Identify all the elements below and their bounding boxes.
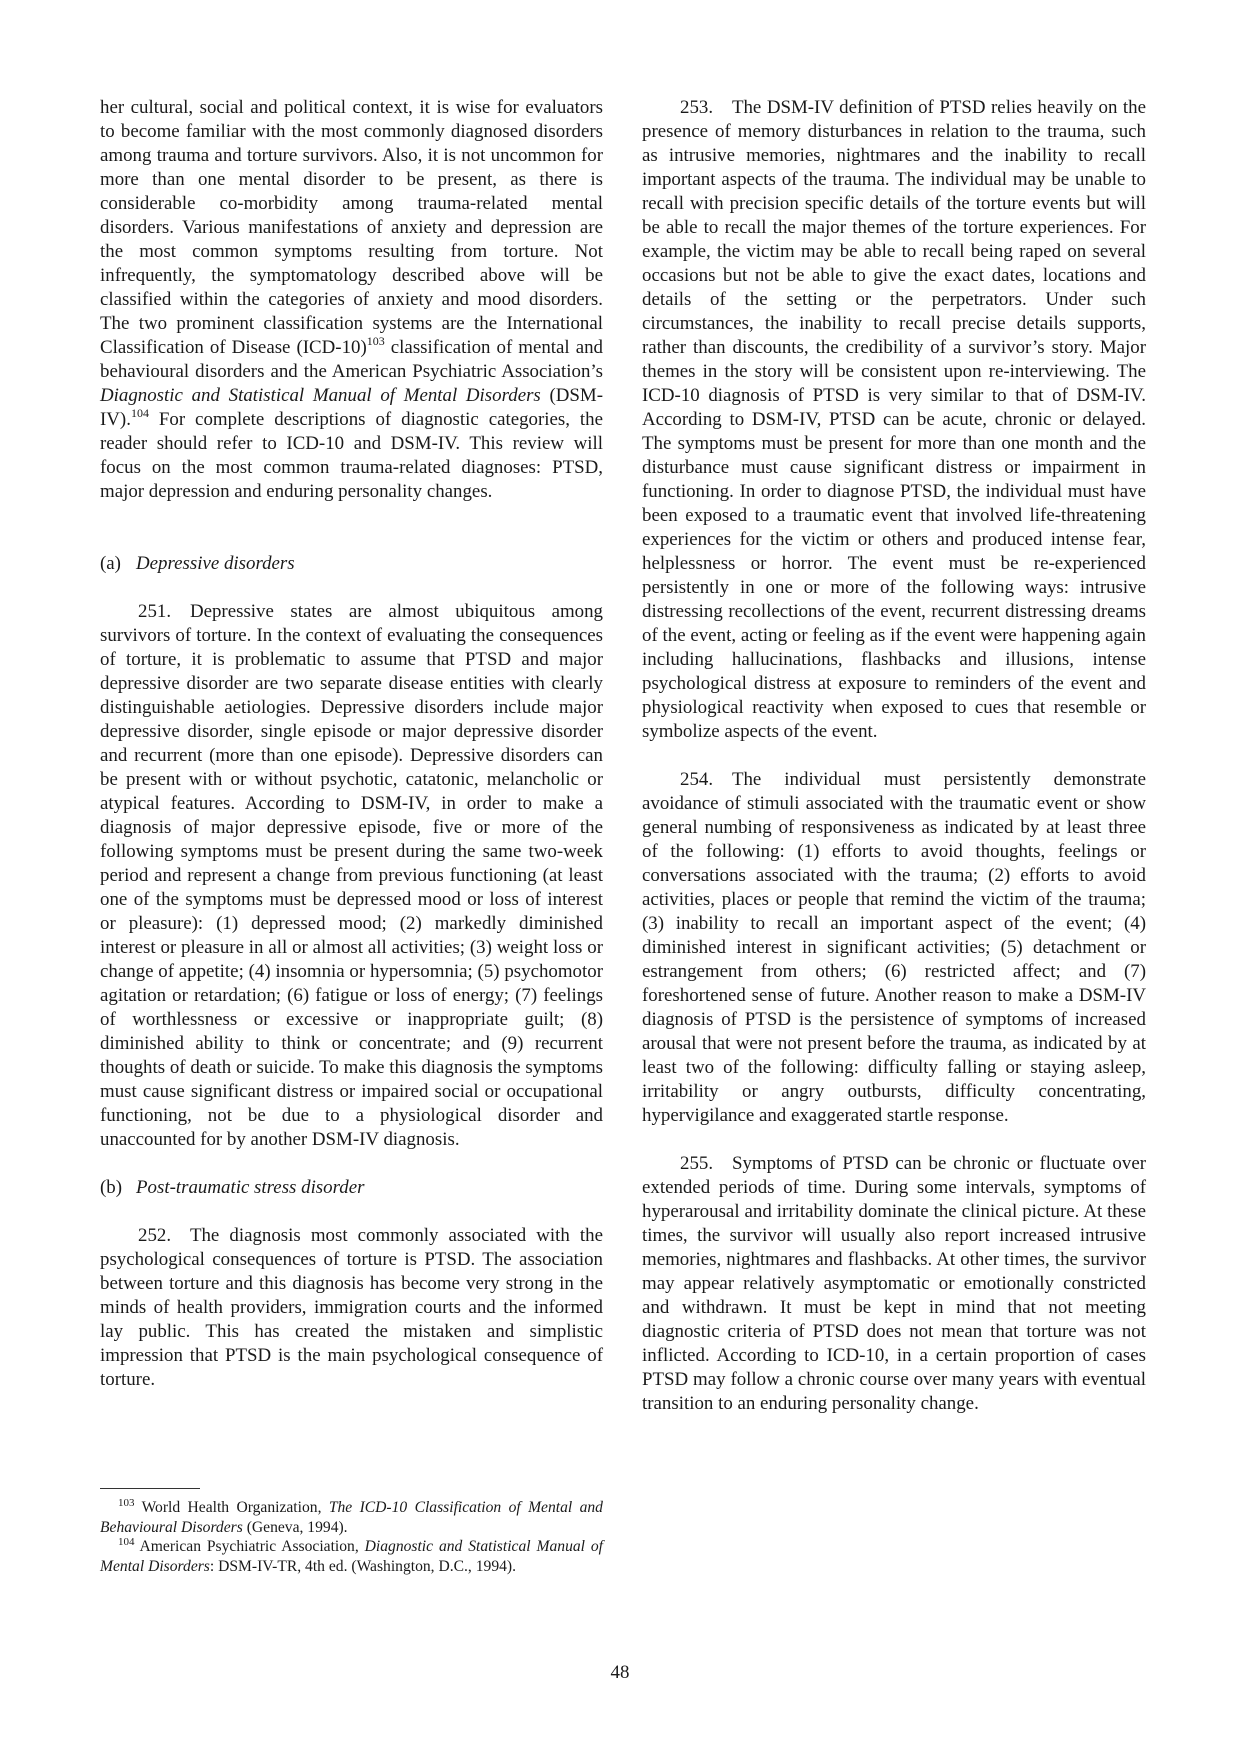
paragraph-252: 252. The diagnosis most commonly associated with the psychological consequences of torture is PTSD. The association between torture and this diagnosis has become very strong in the minds of health providers, immigration courts and the informed lay public. This has created the mistaken and simplistic impression that PTSD is the main psychological consequence of torture. — [100, 1225, 603, 1390]
footnote-103-post: (Geneva, 1994). — [242, 1518, 348, 1536]
heading-b-title: Post-traumatic stress disorder — [136, 1177, 365, 1198]
section-heading-a — [100, 552, 603, 576]
intro-text: her cultural, social and political context, it is wise for evaluators to become familiar with the most commonly diagnosed disorders among trauma and torture survivors. Also, it is not uncommon for more than one mental disorder to be present, as there is considerable co-morbidity among trauma-related mental disorders. Various manifestations of anxiety and depression are the most common symptoms resulting from torture. Not infrequently, the symptomatology described above will be classified within the categories of anxiety and mood disorders. The two prominent classification systems are the International Classification of Disease (ICD-10) — [100, 97, 603, 358]
footnote-104-number: 104 — [118, 1536, 135, 1548]
paragraph-253: 253. The DSM-IV definition of PTSD relies heavily on the presence of memory disturbances in relation to the trauma, such as intrusive memories, nightmares and the inability to recall important aspects of the trauma. The individual may be unable to recall with precision specific details of the torture events but will be able to recall the major themes of the torture experiences. For example, the victim may be able to recall being raped on several occasions but not be able to give the exact dates, locations and details of the setting or the perpetrators. Under such circumstances, the inability to recall precise details supports, rather than discounts, the credibility of a survivor’s story. Major themes in the story will be consistent upon re-interviewing. The ICD-10 diagnosis of PTSD is very similar to that of DSM-IV. According to DSM-IV, PTSD can be acute, chronic or delayed. The symptoms must be present for more than one month and the disturbance must cause significant distress or impairment in functioning. In order to diagnose PTSD, the individual must have been exposed to a traumatic event that involved life-threatening experiences for the victim or others and produced intense fear, helplessness or horror. The event must be re-experienced persistently in one or more of the following ways: intrusive distressing recollections of the event, recurrent distressing dreams of the event, acting or feeling as if the event were happening again including hallucinations, flashbacks and illusions, intense psychological distress at exposure to reminders of the event and physiological reactivity when exposed to cues that resemble or symbolize aspects of the event. — [642, 97, 1146, 742]
footnote-103-number: 103 — [118, 1497, 135, 1509]
footnote-divider — [100, 1488, 200, 1489]
paragraph-254: 254. The individual must persistently demonstrate avoidance of stimuli associated with the traumatic event or show general numbing of responsiveness as indicated by at least three of the following: (1) efforts to avoid thoughts, feelings or conversations associated with the trauma; (2) efforts to avoid activities, places or people that remind the victim of the trauma; (3) inability to recall an important aspect of the event; (4) diminished interest in significant activities; (5) detachment or estrangement from others; (6) restricted affect; and (7) foreshortened sense of future. Another reason to make a DSM-IV diagnosis of PTSD is the persistence of symptoms of increased arousal that were not present before the trauma, as indicated by at least two of the following: difficulty falling or staying asleep, irritability or angry outbursts, difficulty concentrating, hypervigilance and exaggerated startle response. — [642, 769, 1146, 1126]
intro-mid2-text: (DSM-IV). — [100, 385, 603, 430]
intro-book-title: Diagnostic and Statistical Manual of Mental Disorders — [100, 385, 541, 406]
right-column — [642, 96, 1146, 1416]
footnote-104-title: Diagnostic and Statistical Manual of Mental Disorders — [100, 1538, 604, 1575]
spacer — [100, 1152, 603, 1176]
footnotes — [100, 1498, 603, 1576]
paragraph-251: 251. Depressive states are almost ubiquitous among survivors of torture. In the context of evaluating the consequences of torture, it is problematic to assume that PTSD and major depressive disorder are two separate disease entities with clearly distinguishable aetiologies. Depressive disorders include major depressive disorder, single episode or major depressive disorder and recurrent (more than one episode). Depressive disorders can be present with or without psychotic, catatonic, melancholic or atypical features. According to DSM-IV, in order to make a diagnosis of major depressive episode, five or more of the following symptoms must be present during the same two-week period and represent a change from previous functioning (at least one of the symptoms must be depressed mood or loss of interest or pleasure): (1) depressed mood; (2) markedly diminished interest or pleasure in all or almost all activities; (3) weight loss or change of appetite; (4) insomnia or hypersomnia; (5) psychomotor agitation or retardation; (6) fatigue or loss of energy; (7) feelings of worthlessness or excessive or inappropriate guilt; (8) diminished ability to think or concentrate; and (9) recurrent thoughts of death or suicide. To make this diagnosis the symptoms must cause significant distress or impaired social or occupational functioning, not be due to a physiological disorder and unaccounted for by another DSM-IV diagnosis. — [100, 601, 603, 1150]
footnote-103-pre: World Health Organization, — [134, 1499, 329, 1516]
spacer — [100, 528, 603, 552]
section-heading-b — [100, 1176, 603, 1200]
heading-a-title: Depressive disorders — [136, 553, 295, 574]
page-number: 48 — [610, 1662, 630, 1683]
footnote-103-title: The ICD-10 Classification of Mental and Behavioural Disorders — [100, 1499, 603, 1536]
spacer — [100, 576, 603, 600]
spacer — [100, 1200, 603, 1224]
heading-b-label: (b) — [100, 1177, 123, 1198]
footnote-104-post: : DSM-IV-TR, 4th ed. (Washington, D.C., 1994). — [209, 1557, 517, 1575]
intro-mid-text: classification of mental and behavioural disorders and the American Psychiatric Association’s — [100, 337, 603, 382]
left-column — [100, 96, 603, 1392]
spacer — [100, 504, 603, 528]
footnote-ref-103[interactable]: 103 — [366, 334, 385, 348]
footnote-104 — [100, 1537, 603, 1576]
footnote-104-pre: American Psychiatric Association, — [134, 1538, 365, 1555]
spacer — [642, 1128, 1146, 1152]
intro-end-text: For complete descriptions of diagnostic categories, the reader should refer to ICD-10 and DSM-IV. This review will focus on the most common trauma-related diagnoses: PTSD, major depression and enduring personality changes. — [100, 409, 603, 502]
spacer — [642, 744, 1146, 768]
heading-a-label: (a) — [100, 553, 121, 574]
paragraph-255: 255. Symptoms of PTSD can be chronic or fluctuate over extended periods of time. During some intervals, symptoms of hyperarousal and irritability dominate the clinical picture. At these times, the survivor will usually also report increased intrusive memories, nightmares and flashbacks. At other times, the survivor may appear relatively asymptomatic or emotionally constricted and withdrawn. It must be kept in mind that not meeting diagnostic criteria of PTSD does not mean that torture was not inflicted. According to ICD-10, in a certain proportion of cases PTSD may follow a chronic course over many years with eventual transition to an enduring personality change. — [642, 1153, 1146, 1414]
footnote-ref-104[interactable]: 104 — [130, 406, 149, 420]
footnote-103 — [100, 1498, 603, 1537]
intro-paragraph — [100, 96, 603, 504]
